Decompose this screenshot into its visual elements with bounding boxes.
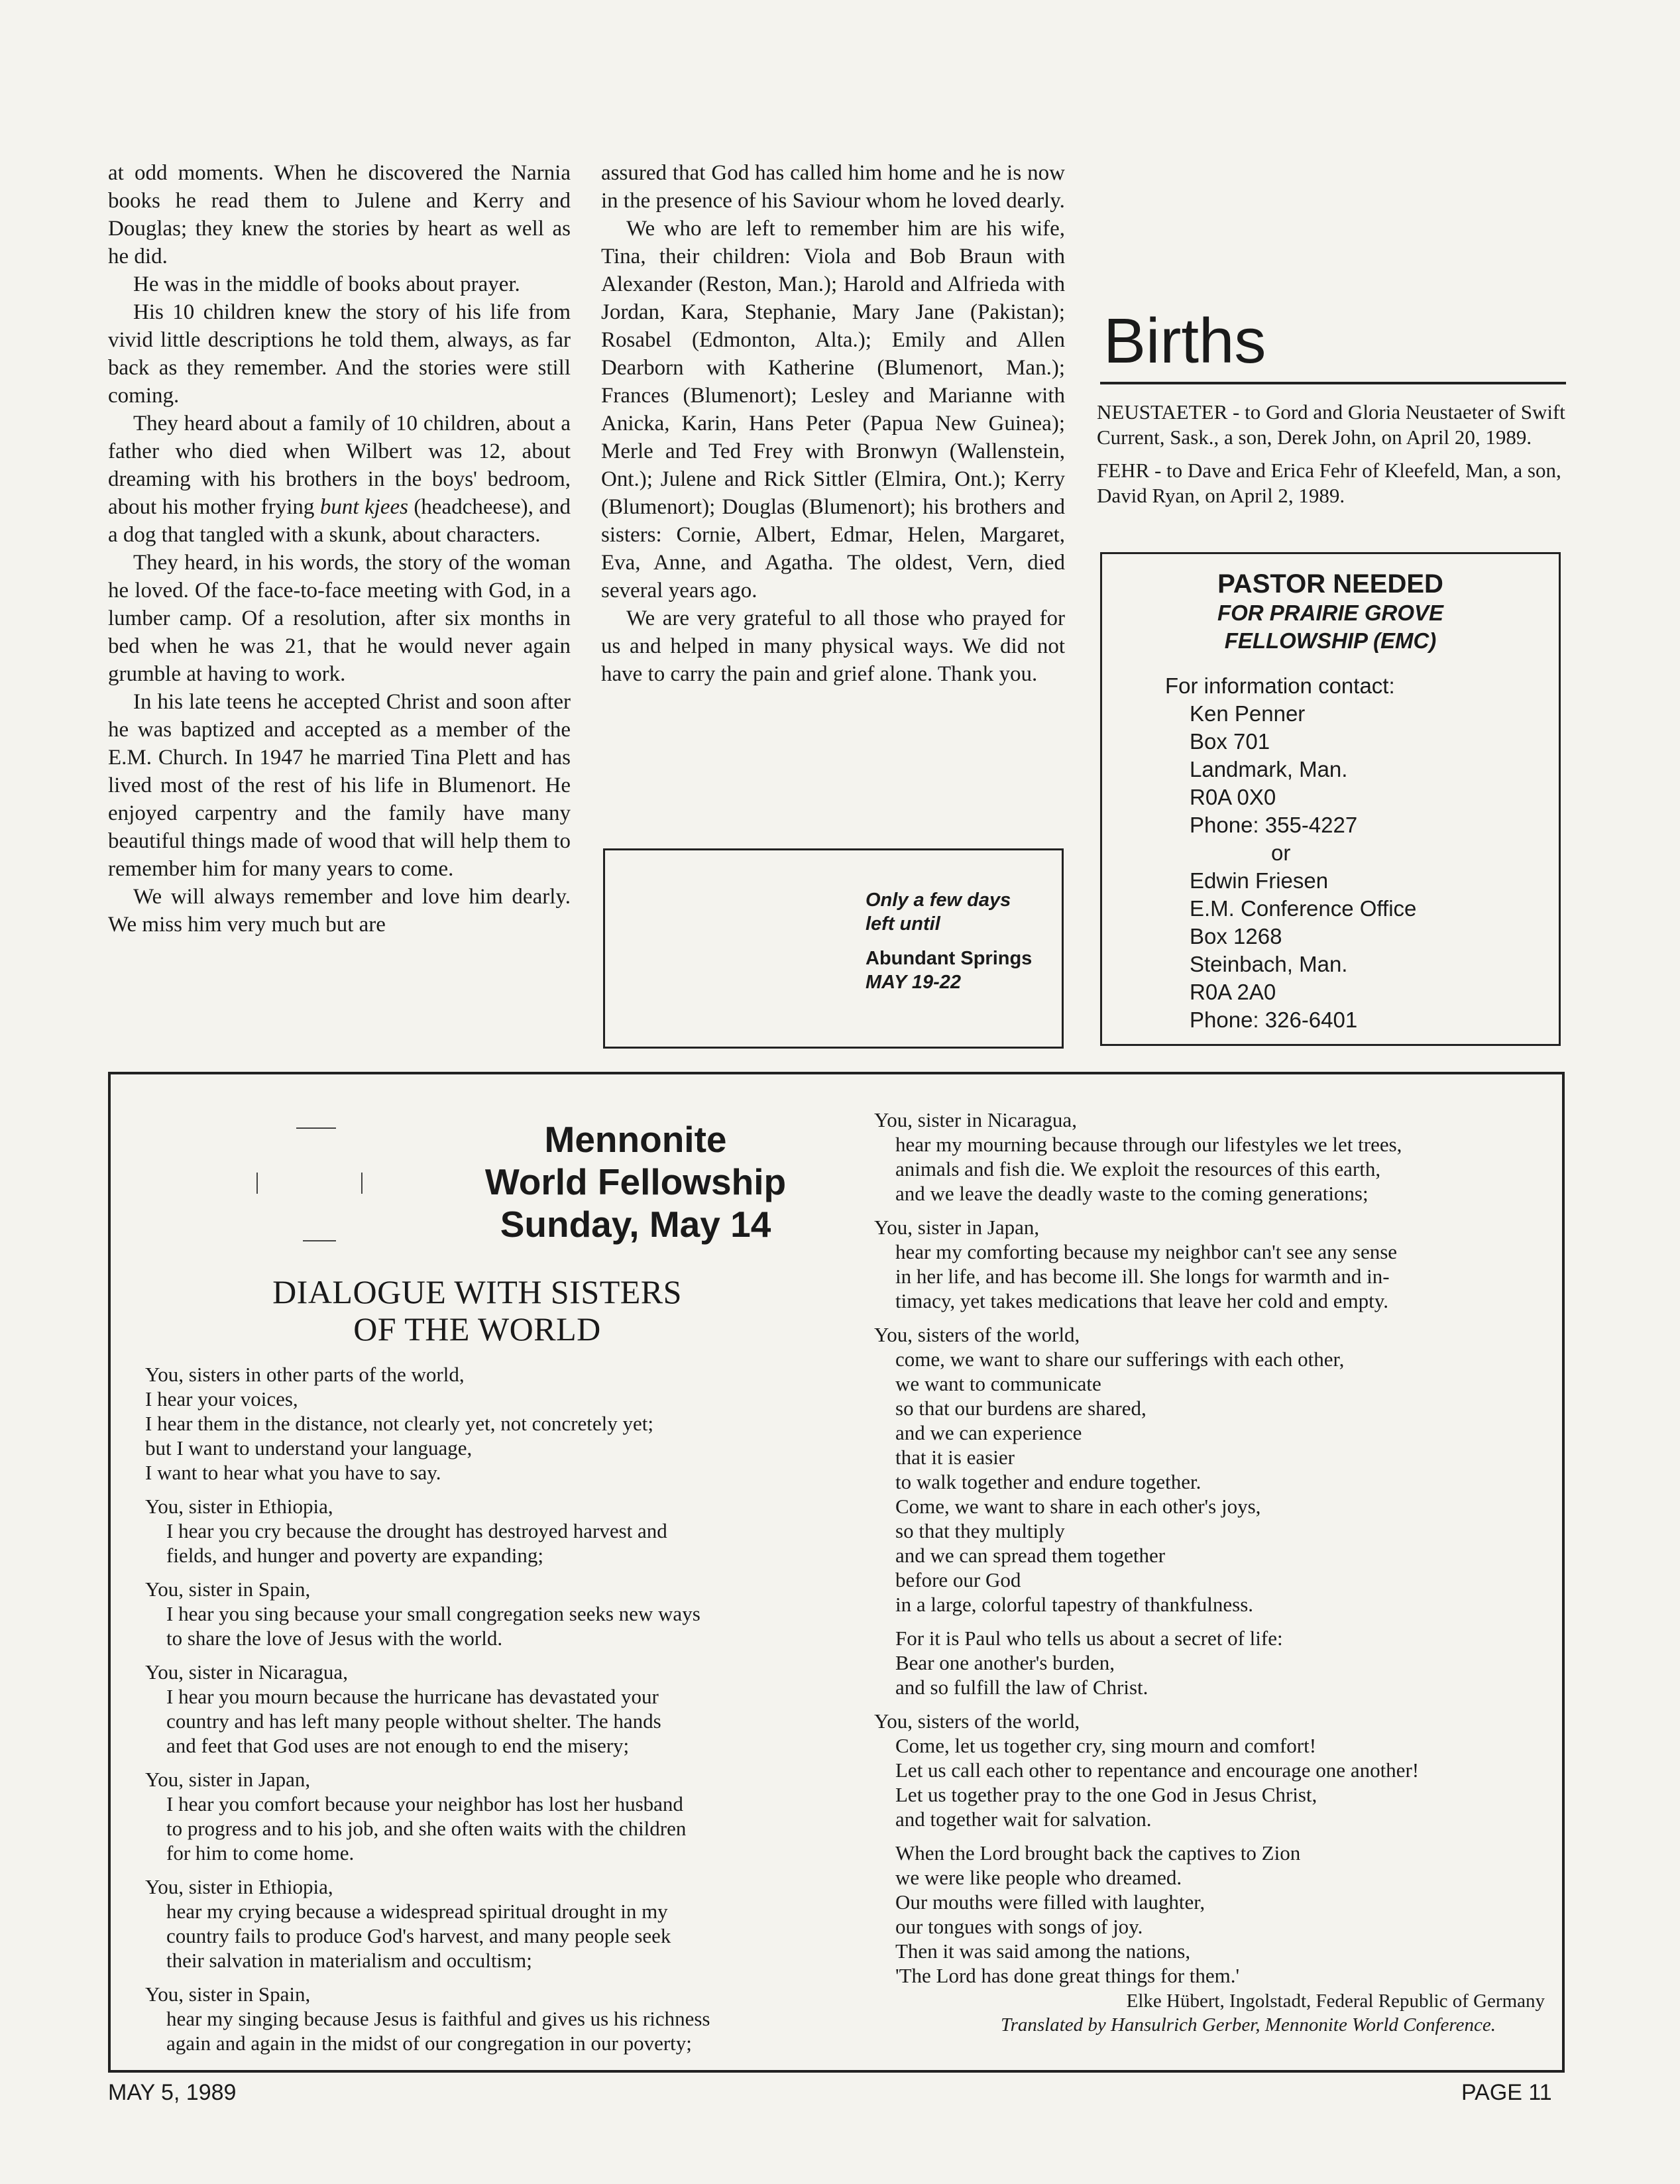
contact-line: Landmark, Man. [1190,757,1348,781]
stanza-line: For it is Paul who tells us about a secret of life: [895,1627,1283,1650]
stanza-line: so that they multiply [895,1519,1065,1542]
stanza [874,1322,1545,1617]
stanza-address: You, sister in Japan, [145,1768,311,1791]
paragraph: We will always remember and love him dearly. We miss him very much but are [108,885,571,937]
stanza-line: but I want to understand your language, [145,1436,473,1460]
contact-line: Ken Penner [1190,701,1306,726]
paragraph: They heard about a family of 10 children, about a father who died when Wilbert was 12, about dreaming with his brothers in the boys' bedroom, about his mother frying bunt kjees (headcheese), and a dog that tangled with a skunk, about characters. [108,412,571,547]
contact-line: Box 701 [1190,729,1270,754]
title-line: OF THE WORLD [353,1310,601,1348]
paragraph: In his late teens he accepted Christ and soon after he was baptized and accepted as a member of the E.M. Church. In 1947 he married Tina Plett and has lived most of the rest of his life in Blumenort. He enjoyed carpentry and the family have many beautiful things made of wood that will help them to remember him for many years to come. [108,690,571,881]
stanza-line: hear my singing because Jesus is faithful and gives us his richness [166,2007,710,2030]
stanza-address: You, sister in Japan, [874,1216,1040,1239]
stanza-address: You, sister in Spain, [145,1983,311,2006]
author-credit: Elke Hübert, Ingolstadt, Federal Republic of Germany [1126,1990,1545,2012]
stanza [874,1108,1545,1206]
stanza-line: I hear you cry because the drought has destroyed harvest and [166,1519,667,1542]
stanza-line: before our God [895,1568,1021,1591]
stanza-line: their salvation in materialism and occultism; [166,1949,532,1972]
ad-line: left until [866,913,940,935]
stanza-line: I hear you comfort because your neighbor has lost her husband [166,1792,683,1815]
stanza-line: for him to come home. [166,1841,355,1865]
stanza-line: country fails to produce God's harvest, and many people seek [166,1924,671,1947]
mwf-title [457,1118,814,1245]
stanza-line: and we can experience [895,1421,1082,1444]
stanza-line: Then it was said among the nations, [895,1939,1191,1963]
ad-subheading: FOR PRAIRIE GROVE [1217,601,1444,625]
obituary-column-1 [108,159,571,939]
stanza-line: Come, let us together cry, sing mourn and comfort! [895,1734,1317,1757]
stanza-line: I hear your voices, [145,1387,298,1410]
birth-entry: FEHR - to Dave and Erica Fehr of Kleefeld, Man, a son, David Ryan, on April 2, 1989. [1097,459,1561,507]
stanza-line: again and again in the midst of our congregation in our poverty; [166,2032,692,2055]
stanza-line: Our mouths were filled with laughter, [895,1890,1205,1914]
stanza-line: to share the love of Jesus with the world. [166,1627,503,1650]
stanza-line: I want to hear what you have to say. [145,1461,441,1484]
ad-heading: PASTOR NEEDED [1217,569,1443,599]
stanza-line: and we leave the deadly waste to the coming generations; [895,1182,1369,1205]
paragraph: We who are left to remember him are his wife, Tina, their children: Viola and Bob Braun with Alexander (Reston, Man.); Harold and Alfrieda with Jordan, Kara, Stephanie, Mary Jane (Pakistan); Rosabel (Edmonton, Alta.); Emily and Allen Dearborn with Katherine (Blumenort, Man.); Frances (Blumenort); Lesley and Marianne with Anicka, Karin, Hans Peter (Papua New Guinea); Merle and Ted Frey with Bronwyn (Wallenstein, Ont.); Julene and Rick Sittler (Elmira, Ont.); Kerry (Blumenort); Douglas (Blumenort); his brothers and sisters: Cornie, Albert, Edmar, Helen, Margaret, Eva, Anne, and Agatha. The oldest, Vern, died several years ago. [601,217,1065,603]
contact-2 [1190,867,1559,1034]
stanza-line: we were like people who dreamed. [895,1866,1182,1889]
stanza-line: 'The Lord has done great things for them.' [895,1964,1240,1987]
abundant-springs-ad [603,848,1064,1049]
stanza-line: to walk together and endure together. [895,1470,1202,1493]
stanza [145,1767,816,1865]
title-line: World Fellowship [484,1161,787,1202]
poem-left-column [145,1362,816,2055]
stanza-line: Let us together pray to the one God in Jesus Christ, [895,1783,1317,1806]
stanza-line: Bear one another's burden, [895,1651,1115,1674]
contact-line: Phone: 326-6401 [1190,1007,1358,1032]
stanza [145,1874,816,1973]
footer-page-number: PAGE 11 [1461,2080,1552,2105]
paragraph: assured that God has called him home and he is now in the presence of his Saviour whom he loved dearly. [601,161,1065,213]
stanza-line: that it is easier [895,1446,1015,1469]
event-dates: MAY 19-22 [866,972,961,993]
contact-line: Steinbach, Man. [1190,952,1348,976]
stanza [874,1841,1545,1988]
stanza [874,1215,1545,1313]
paragraph: He was in the middle of books about prayer. [133,272,520,296]
stanza [145,1660,816,1758]
births-list [1097,400,1569,516]
stanza-address: You, sister in Nicaragua, [874,1108,1077,1131]
stanza-line: and together wait for salvation. [895,1808,1152,1831]
stanza [145,1362,816,1485]
translator-credit: Translated by Hansulrich Gerber, Mennonite World Conference. [1001,2014,1496,2036]
paragraph: His 10 children knew the story of his life from vivid little descriptions he told them, always, as far back as they remember. And the stories were still coming. [108,300,571,408]
stanza-line: Let us call each other to repentance and encourage one another! [895,1758,1420,1782]
poem-right-column [874,1108,1545,1988]
contact-1 [1190,700,1559,839]
mwf-feature-box [108,1072,1565,2073]
stanza-line: I hear them in the distance, not clearly yet, not concretely yet; [145,1412,653,1435]
stanza-line: and we can spread them together [895,1544,1166,1567]
pastor-needed-ad [1100,552,1561,1046]
footer-date: MAY 5, 1989 [108,2080,237,2105]
stanza [145,1494,816,1568]
stanza [145,1577,816,1650]
event-name: Abundant Springs [866,948,1033,969]
contact-line: Box 1268 [1190,924,1282,948]
stanza-line: in a large, colorful tapestry of thankfulness. [895,1593,1254,1616]
title-line: DIALOGUE WITH SISTERS [272,1273,682,1310]
obituary-column-2 [601,159,1065,688]
births-rule [1100,382,1566,384]
contact-line: Edwin Friesen [1190,868,1329,893]
stanza-line: I hear you mourn because the hurricane has devastated your [166,1685,659,1708]
dialogue-title [139,1273,816,1348]
stanza-line: Come, we want to share in each other's joys, [895,1495,1261,1518]
contact-line: E.M. Conference Office [1190,896,1417,921]
or-separator: or [1271,840,1291,865]
stanza-line: in her life, and has become ill. She longs for warmth and in- [895,1265,1390,1288]
title-line: Mennonite [544,1119,727,1160]
stanza-address: You, sister in Nicaragua, [145,1660,348,1684]
stanza-line: so that our burdens are shared, [895,1397,1147,1420]
contact-label: For information contact: [1165,673,1395,698]
stanza-line: fields, and hunger and poverty are expanding; [166,1544,544,1567]
stanza-line: hear my mourning because through our lifestyles we let trees, [895,1133,1402,1156]
stanza-line: hear my comforting because my neighbor can't see any sense [895,1240,1398,1263]
stanza-line: animals and fish die. We exploit the resources of this earth, [895,1157,1381,1180]
stanza-address: You, sisters of the world, [874,1709,1080,1733]
stanza-line: When the Lord brought back the captives to Zion [895,1841,1301,1865]
stanza [145,1982,816,2055]
stanza-address: You, sister in Ethiopia, [145,1495,333,1518]
stanza-line: we want to communicate [895,1372,1101,1395]
ad-line: Only a few days [866,890,1011,911]
stanza-line: our tongues with songs of joy. [895,1915,1143,1938]
paragraph: They heard, in his words, the story of the woman he loved. Of the face-to-face meeting with God, in a lumber camp. Of a resolution, after six months in bed when he was 21, that he would never again grumble at having to work. [108,551,571,686]
contact-line: R0A 0X0 [1190,785,1276,809]
stanza-address: You, sister in Spain, [145,1578,311,1601]
stanza-line: come, we want to share our sufferings with each other, [895,1348,1345,1371]
stanza-line: and feet that God uses are not enough to end the misery; [166,1734,630,1757]
stanza-line: I hear you sing because your small congregation seeks new ways [166,1602,700,1625]
contact-line: R0A 2A0 [1190,980,1276,1004]
stanza-line: country and has left many people without shelter. The hands [166,1709,661,1733]
title-line: Sunday, May 14 [500,1204,771,1245]
stanza [874,1709,1545,1831]
birth-entry: NEUSTAETER - to Gord and Gloria Neustaeter of Swift Current, Sask., a son, Derek John, on April 20, 1989. [1097,400,1565,449]
stanza-address: You, sisters in other parts of the world, [145,1363,465,1386]
stanza-line: hear my crying because a widespread spiritual drought in my [166,1900,668,1923]
stanza-address: You, sisters of the world, [874,1323,1080,1346]
stanza-line: timacy, yet takes medications that leave her cold and empty. [895,1289,1389,1312]
stanza [874,1626,1545,1699]
stanza-line: to progress and to his job, and she often waits with the children [166,1817,687,1840]
contact-line: Phone: 355-4227 [1190,813,1358,837]
births-heading: Births [1103,306,1266,376]
ad-subheading: FELLOWSHIP (EMC) [1224,628,1437,653]
paragraph: at odd moments. When he discovered the Narnia books he read them to Julene and Kerry and Douglas; they knew the stories by heart as well as he did. [108,161,571,268]
stanza-address: You, sister in Ethiopia, [145,1875,333,1898]
stanza-line: and so fulfill the law of Christ. [895,1676,1148,1699]
paragraph: We are very grateful to all those who prayed for us and helped in many physical ways. We did not have to carry the pain and grief alone. Thank you. [601,606,1065,686]
